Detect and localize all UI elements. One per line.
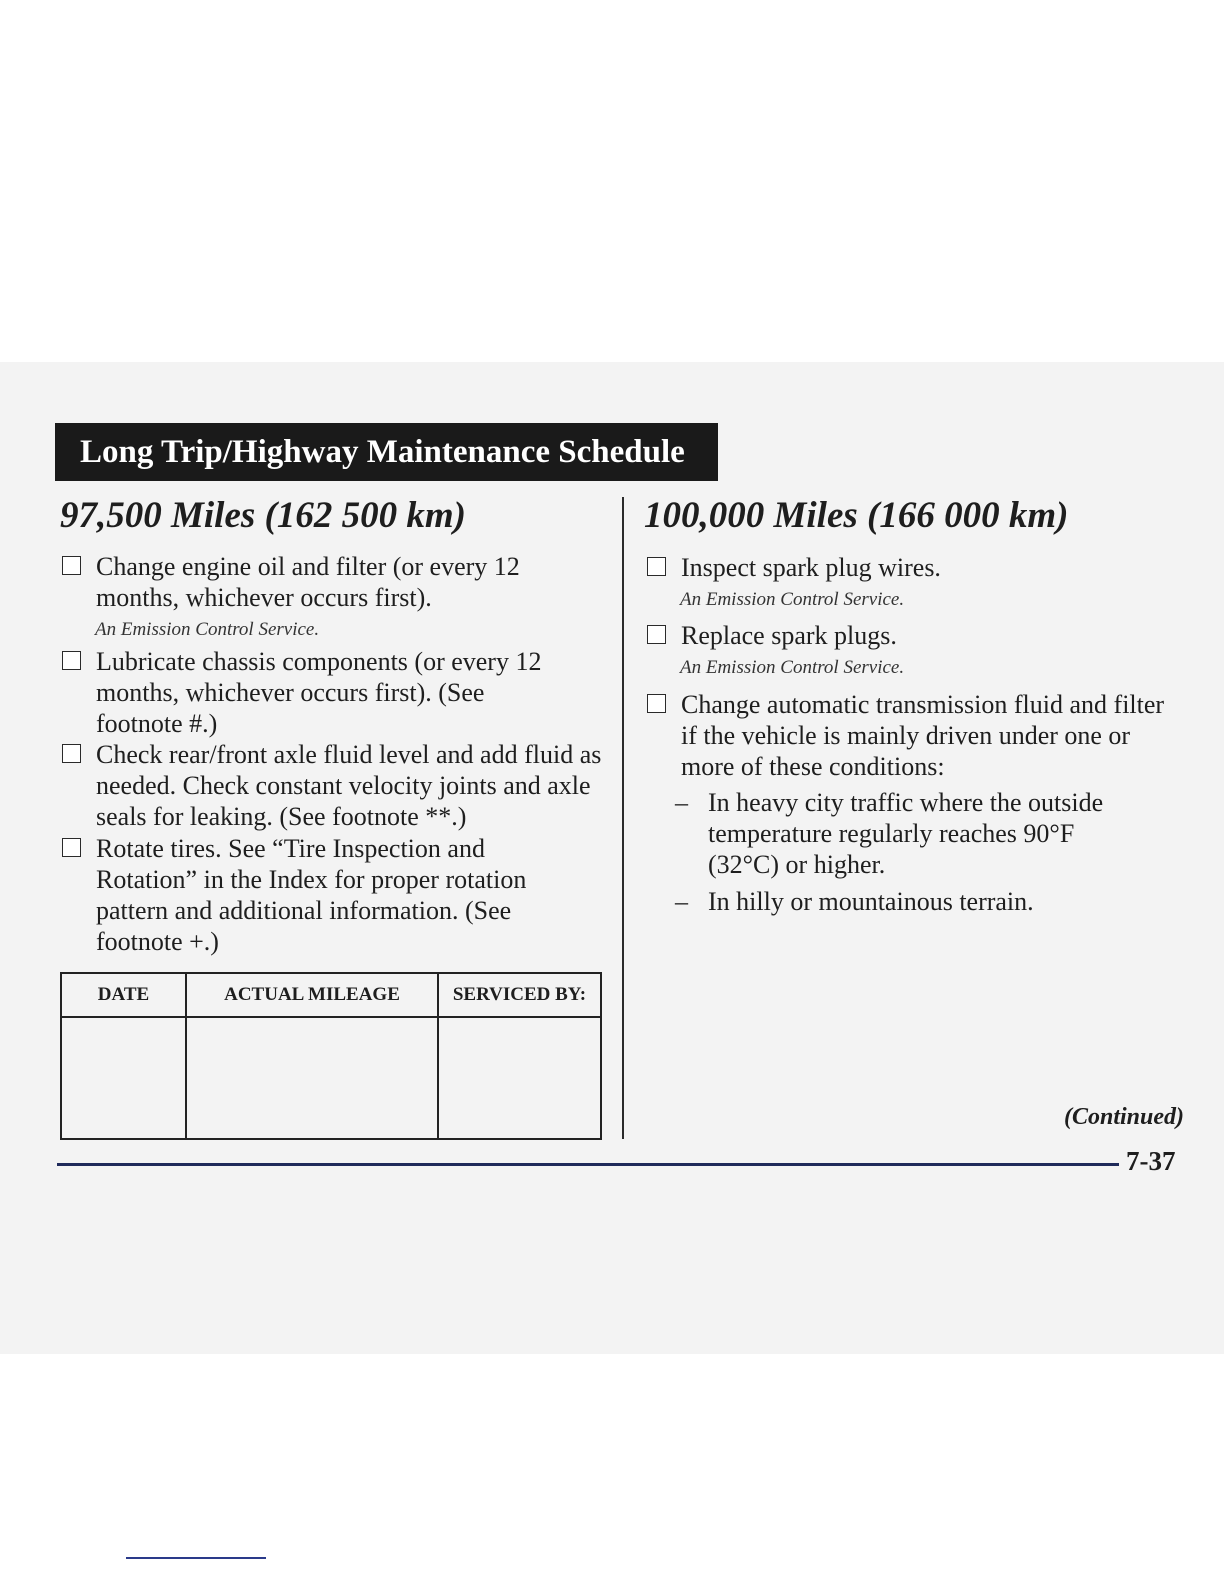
checkbox-icon[interactable] xyxy=(647,625,666,644)
page-rule xyxy=(57,1163,1119,1166)
service-log-table xyxy=(60,972,602,1140)
checkbox-icon[interactable] xyxy=(62,651,81,670)
item-text: Lubricate chassis components (or every 12 months, whichever occurs first). (See footnote #.) xyxy=(96,647,542,738)
dash-bullet: – xyxy=(675,788,688,817)
column-header-date: DATE xyxy=(61,973,186,1017)
table-header-row xyxy=(61,973,601,1017)
item-text: Replace spark plugs. xyxy=(681,621,897,650)
column-header-serviced-by: SERVICED BY: xyxy=(438,973,601,1017)
right-column-heading: 100,000 Miles (166 000 km) xyxy=(644,495,1069,536)
item-text: Change automatic transmission fluid and filter if the vehicle is mainly driven under one or more of these conditions: xyxy=(681,690,1165,781)
condition-text: In heavy city traffic where the outside temperature regularly reaches 90°F (32°C) or higher. xyxy=(708,788,1104,879)
checkbox-icon[interactable] xyxy=(647,694,666,713)
checkbox-icon[interactable] xyxy=(647,557,666,576)
item-text: Change engine oil and filter (or every 12 months, whichever occurs first). xyxy=(96,552,520,612)
checkbox-icon[interactable] xyxy=(62,556,81,575)
item-text: Inspect spark plug wires. xyxy=(681,553,941,582)
emission-service-note: An Emission Control Service. xyxy=(680,589,905,610)
page-number: 7-37 xyxy=(1126,1146,1176,1176)
dash-bullet: – xyxy=(675,887,688,916)
left-column-heading: 97,500 Miles (162 500 km) xyxy=(60,495,466,536)
section-header: Long Trip/Highway Maintenance Schedule xyxy=(55,423,718,481)
continued-label: (Continued) xyxy=(1063,1104,1184,1130)
item-text: Check rear/front axle fluid level and add fluid as needed. Check constant velocity joints and axle seals for leaking. (See footnote **.) xyxy=(96,740,602,831)
serviced-by-cell[interactable] xyxy=(438,1017,601,1139)
checkbox-icon[interactable] xyxy=(62,838,81,857)
item-text: Rotate tires. See “Tire Inspection and Rotation” in the Index for proper rotation pattern and additional information. (See footnote +.) xyxy=(96,834,527,956)
column-header-actual-mileage: ACTUAL MILEAGE xyxy=(186,973,438,1017)
checkbox-icon[interactable] xyxy=(62,744,81,763)
column-divider xyxy=(622,497,624,1139)
emission-service-note: An Emission Control Service. xyxy=(680,657,905,678)
condition-text: In hilly or mountainous terrain. xyxy=(708,887,1034,916)
date-cell[interactable] xyxy=(61,1017,186,1139)
table-row xyxy=(61,1017,601,1139)
actual-mileage-cell[interactable] xyxy=(186,1017,438,1139)
emission-service-note: An Emission Control Service. xyxy=(95,619,320,640)
bottom-link-line xyxy=(126,1557,266,1559)
